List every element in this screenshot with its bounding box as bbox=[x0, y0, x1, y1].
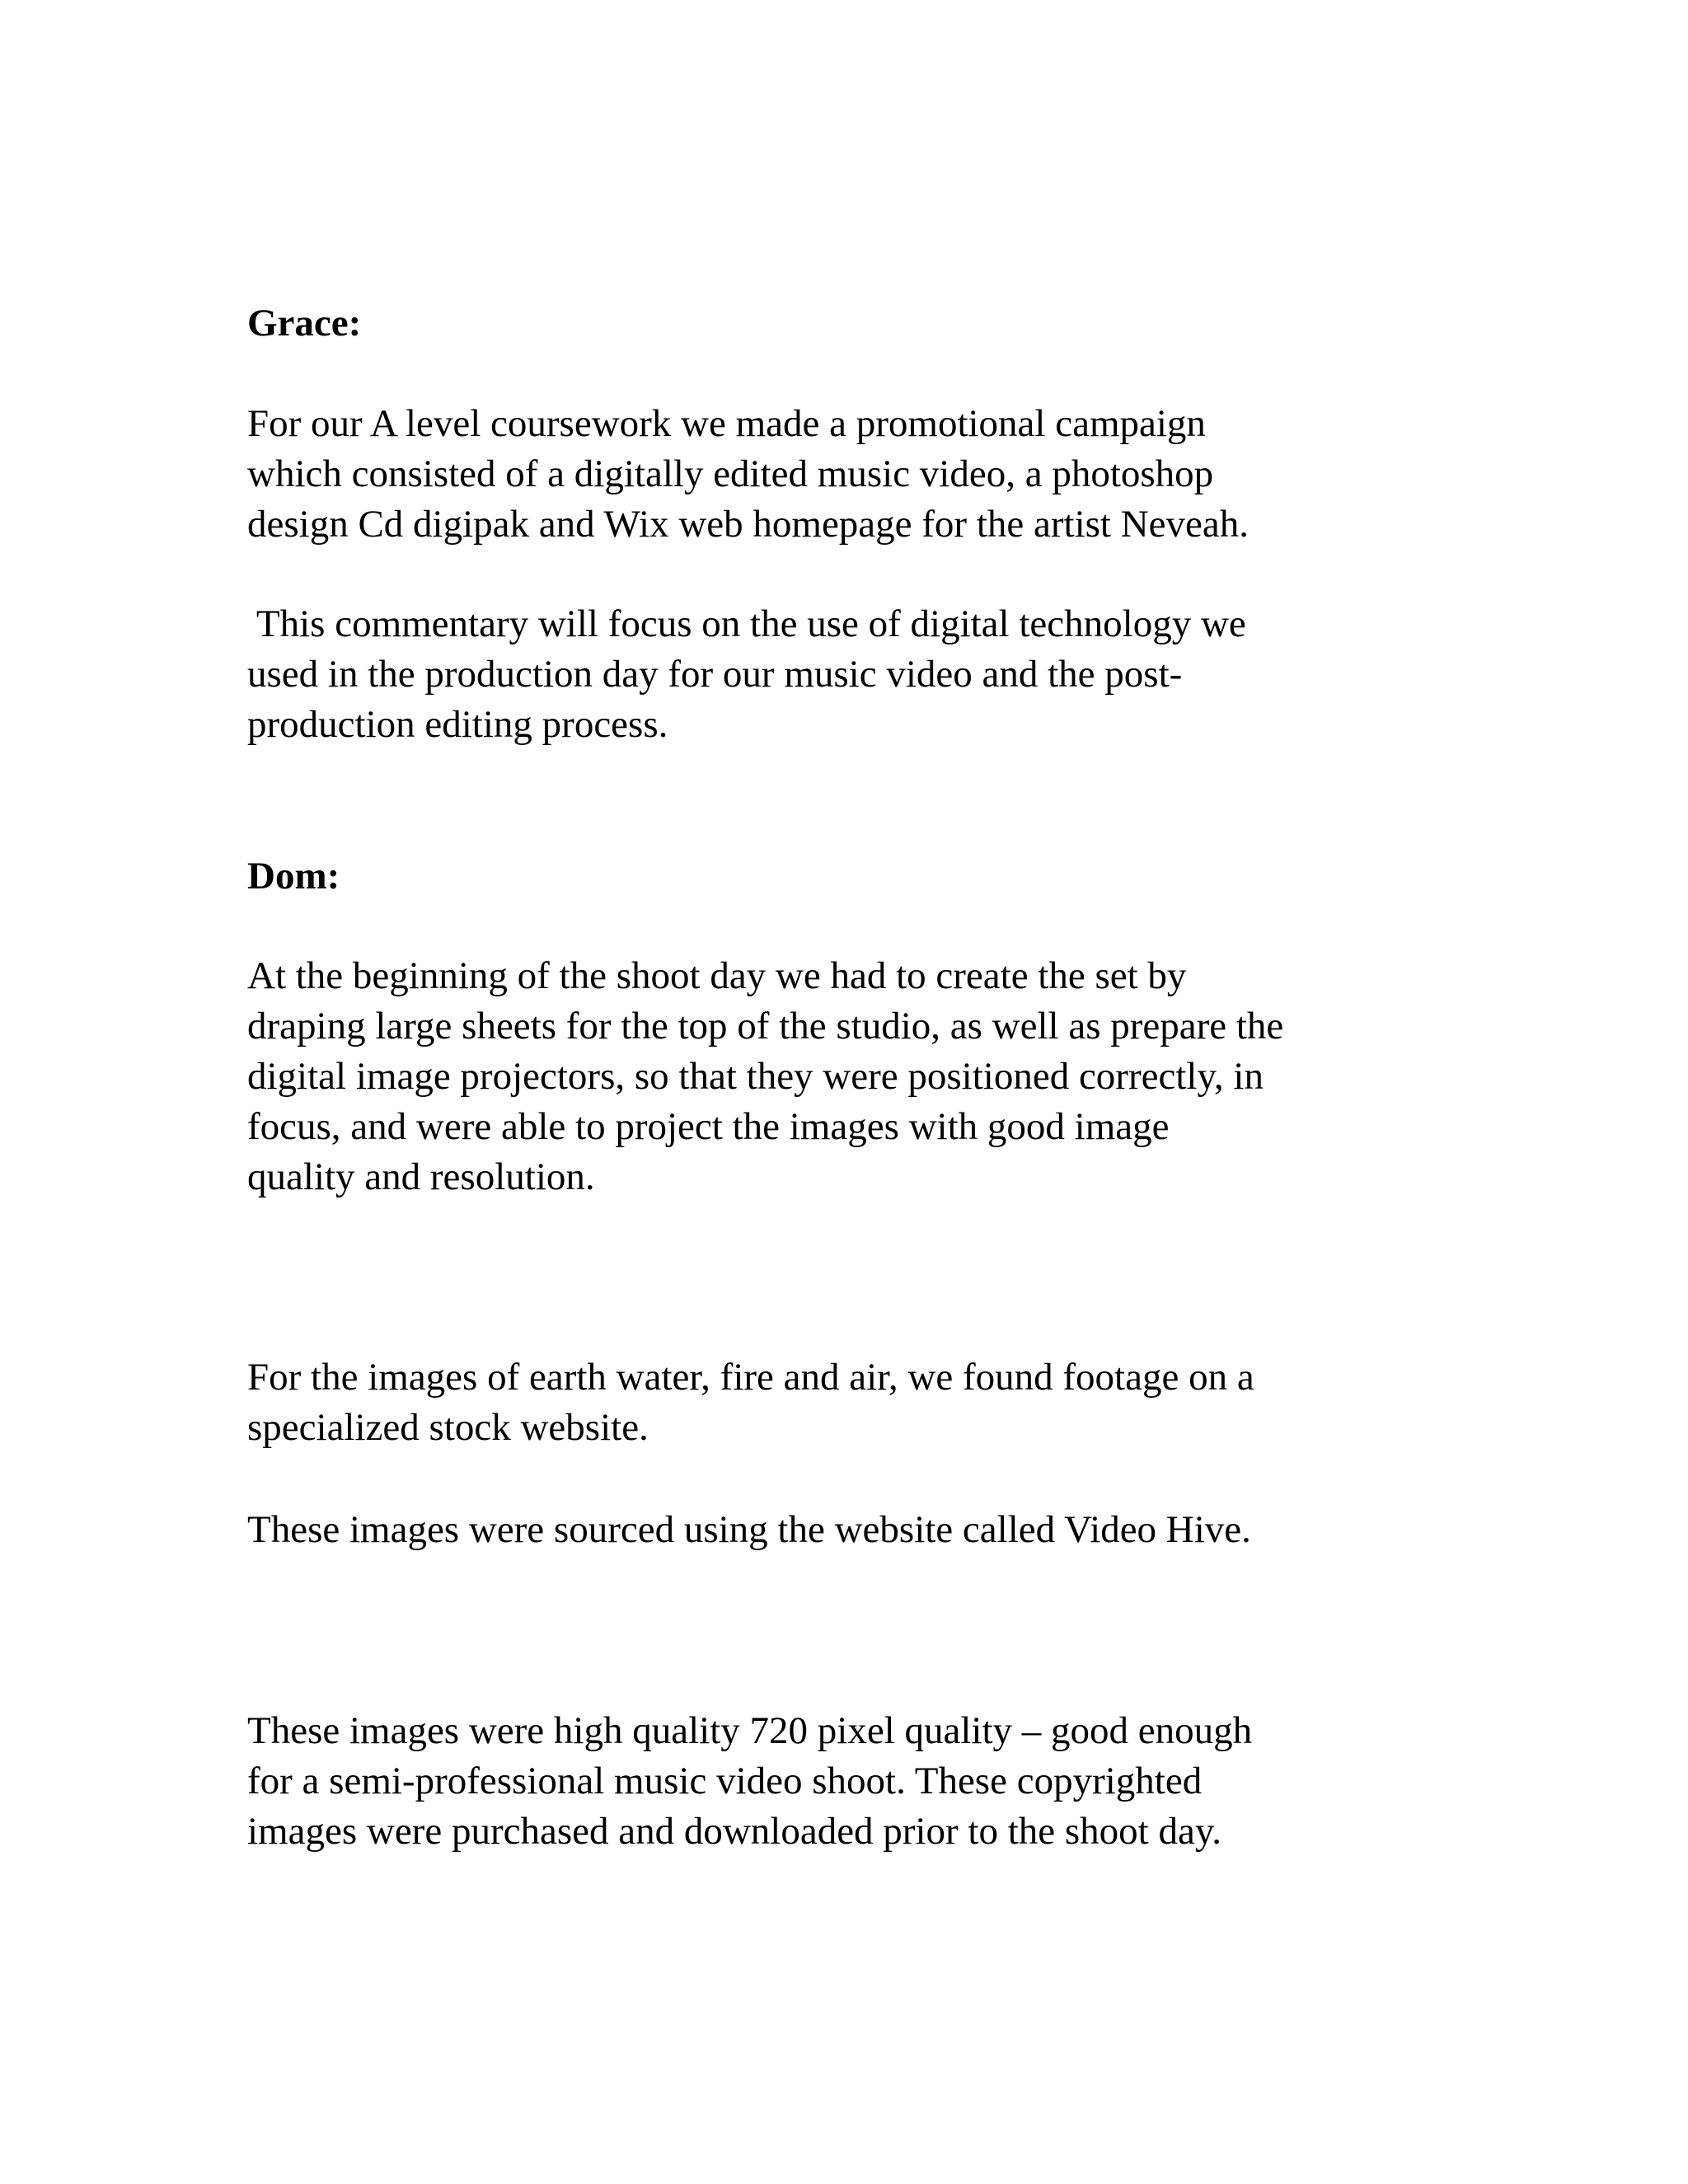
heading-dom bbox=[247, 851, 1451, 902]
grace-p2-line-2: used in the production day for our music video and the post- bbox=[247, 653, 1183, 696]
dom-p3-line-1: These images were sourced using the website called Video Hive. bbox=[247, 1508, 1251, 1551]
dom-paragraph-1 bbox=[247, 951, 1451, 1202]
dom-paragraph-4 bbox=[247, 1706, 1451, 1857]
dom-p4-line-3: images were purchased and downloaded prior to the shoot day. bbox=[247, 1810, 1222, 1853]
heading-grace-text: Grace: bbox=[247, 302, 362, 344]
dom-p1-line-5: quality and resolution. bbox=[247, 1155, 595, 1198]
grace-p1-line-3: design Cd digipak and Wix web homepage for the artist Neveah. bbox=[247, 503, 1250, 546]
dom-paragraph-2 bbox=[247, 1352, 1451, 1453]
grace-p1-line-2: which consisted of a digitally edited music video, a photoshop bbox=[247, 452, 1214, 495]
dom-paragraph-3 bbox=[247, 1505, 1451, 1555]
heading-grace bbox=[247, 298, 1451, 349]
dom-p4-line-2: for a semi-professional music video shoot. These copyrighted bbox=[247, 1760, 1203, 1802]
grace-p2-line-3: production editing process. bbox=[247, 703, 668, 746]
dom-p2-line-1: For the images of earth water, fire and air, we found footage on a bbox=[247, 1356, 1254, 1399]
grace-p2-line-1: This commentary will focus on the use of digital technology we bbox=[247, 602, 1246, 645]
heading-dom-text: Dom: bbox=[247, 855, 340, 898]
dom-p1-line-1: At the beginning of the shoot day we had to create the set by bbox=[247, 954, 1187, 997]
grace-paragraph-1 bbox=[247, 399, 1451, 550]
dom-p1-line-3: digital image projectors, so that they were positioned correctly, in bbox=[247, 1055, 1264, 1098]
grace-paragraph-2 bbox=[247, 599, 1451, 750]
grace-p1-line-1: For our A level coursework we made a promotional campaign bbox=[247, 402, 1206, 445]
dom-p4-line-1: These images were high quality 720 pixel quality – good enough bbox=[247, 1709, 1253, 1752]
dom-p2-line-2: specialized stock website. bbox=[247, 1406, 649, 1449]
dom-p1-line-2: draping large sheets for the top of the studio, as well as prepare the bbox=[247, 1005, 1284, 1047]
dom-p1-line-4: focus, and were able to project the images with good image bbox=[247, 1105, 1170, 1148]
